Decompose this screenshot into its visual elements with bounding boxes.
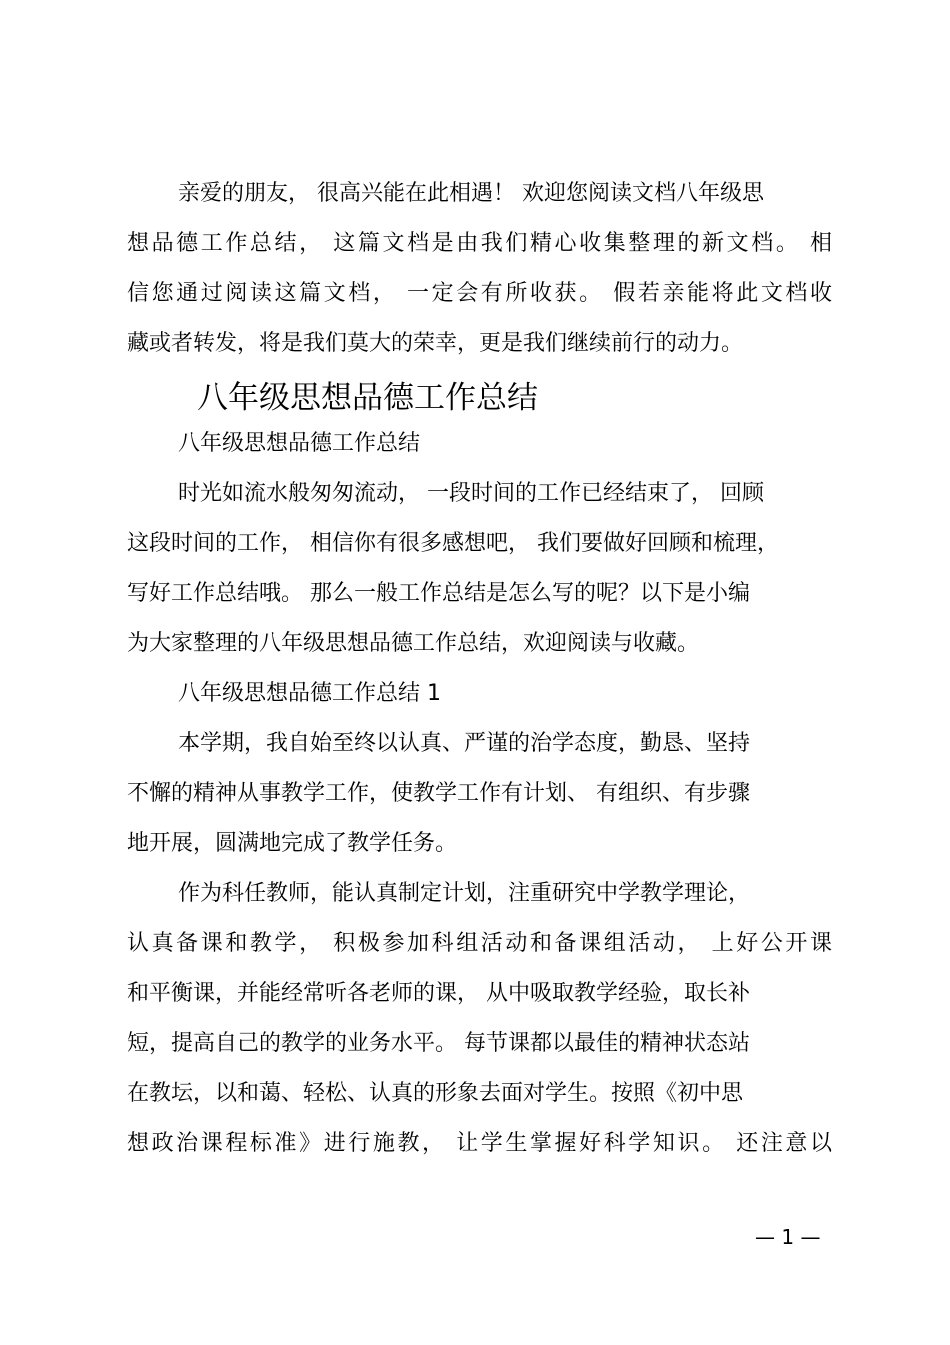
body-line-14: 想政治课程标准》进行施教， 让学生掌握好科学知识。 还注意以 [127, 1131, 832, 1156]
body-line-11: 和平衡课，并能经常听各老师的课， 从中吸取教学经验，取长补 [127, 981, 750, 1006]
body-line-3: 写好工作总结哦。 那么一般工作总结是怎么写的呢？以下是小编 [127, 581, 750, 606]
body-line-4: 为大家整理的八年级思想品德工作总结，欢迎阅读与收藏。 [127, 631, 700, 656]
document-title: 八年级思想品德工作总结 [197, 380, 538, 416]
body-line-1: 时光如流水般匆匆流动， 一段时间的工作已经结束了， 回顾 [178, 481, 764, 506]
body-line-9: 作为科任教师，能认真制定计划，注重研究中学教学理论， [178, 881, 751, 906]
body-line-13: 在教坛，以和蔼、轻松、认真的形象去面对学生。按照《初中思 [127, 1081, 744, 1106]
body-line-10: 认真备课和教学， 积极参加科组活动和备课组活动， 上好公开课 [127, 931, 832, 956]
body-line-2: 这段时间的工作， 相信你有很多感想吧， 我们要做好回顾和梳理， [127, 531, 779, 556]
section-heading-1: 八年级思想品德工作总结 1 [178, 681, 441, 706]
intro-line-3: 信您通过阅读这篇文档， 一定会有所收获。 假若亲能将此文档收 [127, 281, 832, 306]
body-line-6: 本学期，我自始至终以认真、严谨的治学态度，勤恳、坚持 [178, 731, 751, 756]
body-line-12: 短，提高自己的教学的业务水平。 每节课都以最佳的精神状态站 [127, 1031, 750, 1056]
page-number: — 1 — [755, 1225, 821, 1249]
body-line-8: 地开展，圆满地完成了教学任务。 [127, 831, 458, 856]
intro-line-1: 亲爱的朋友， 很高兴能在此相遇！ 欢迎您阅读文档八年级思 [178, 181, 764, 206]
intro-line-2: 想品德工作总结， 这篇文档是由我们精心收集整理的新文档。 相 [127, 231, 832, 256]
body-line-7: 不懈的精神从事教学工作，使教学工作有计划、 有组织、有步骤 [127, 781, 750, 806]
document-subtitle: 八年级思想品德工作总结 [178, 431, 421, 456]
intro-line-4: 藏或者转发，将是我们莫大的荣幸，更是我们继续前行的动力。 [127, 331, 744, 356]
